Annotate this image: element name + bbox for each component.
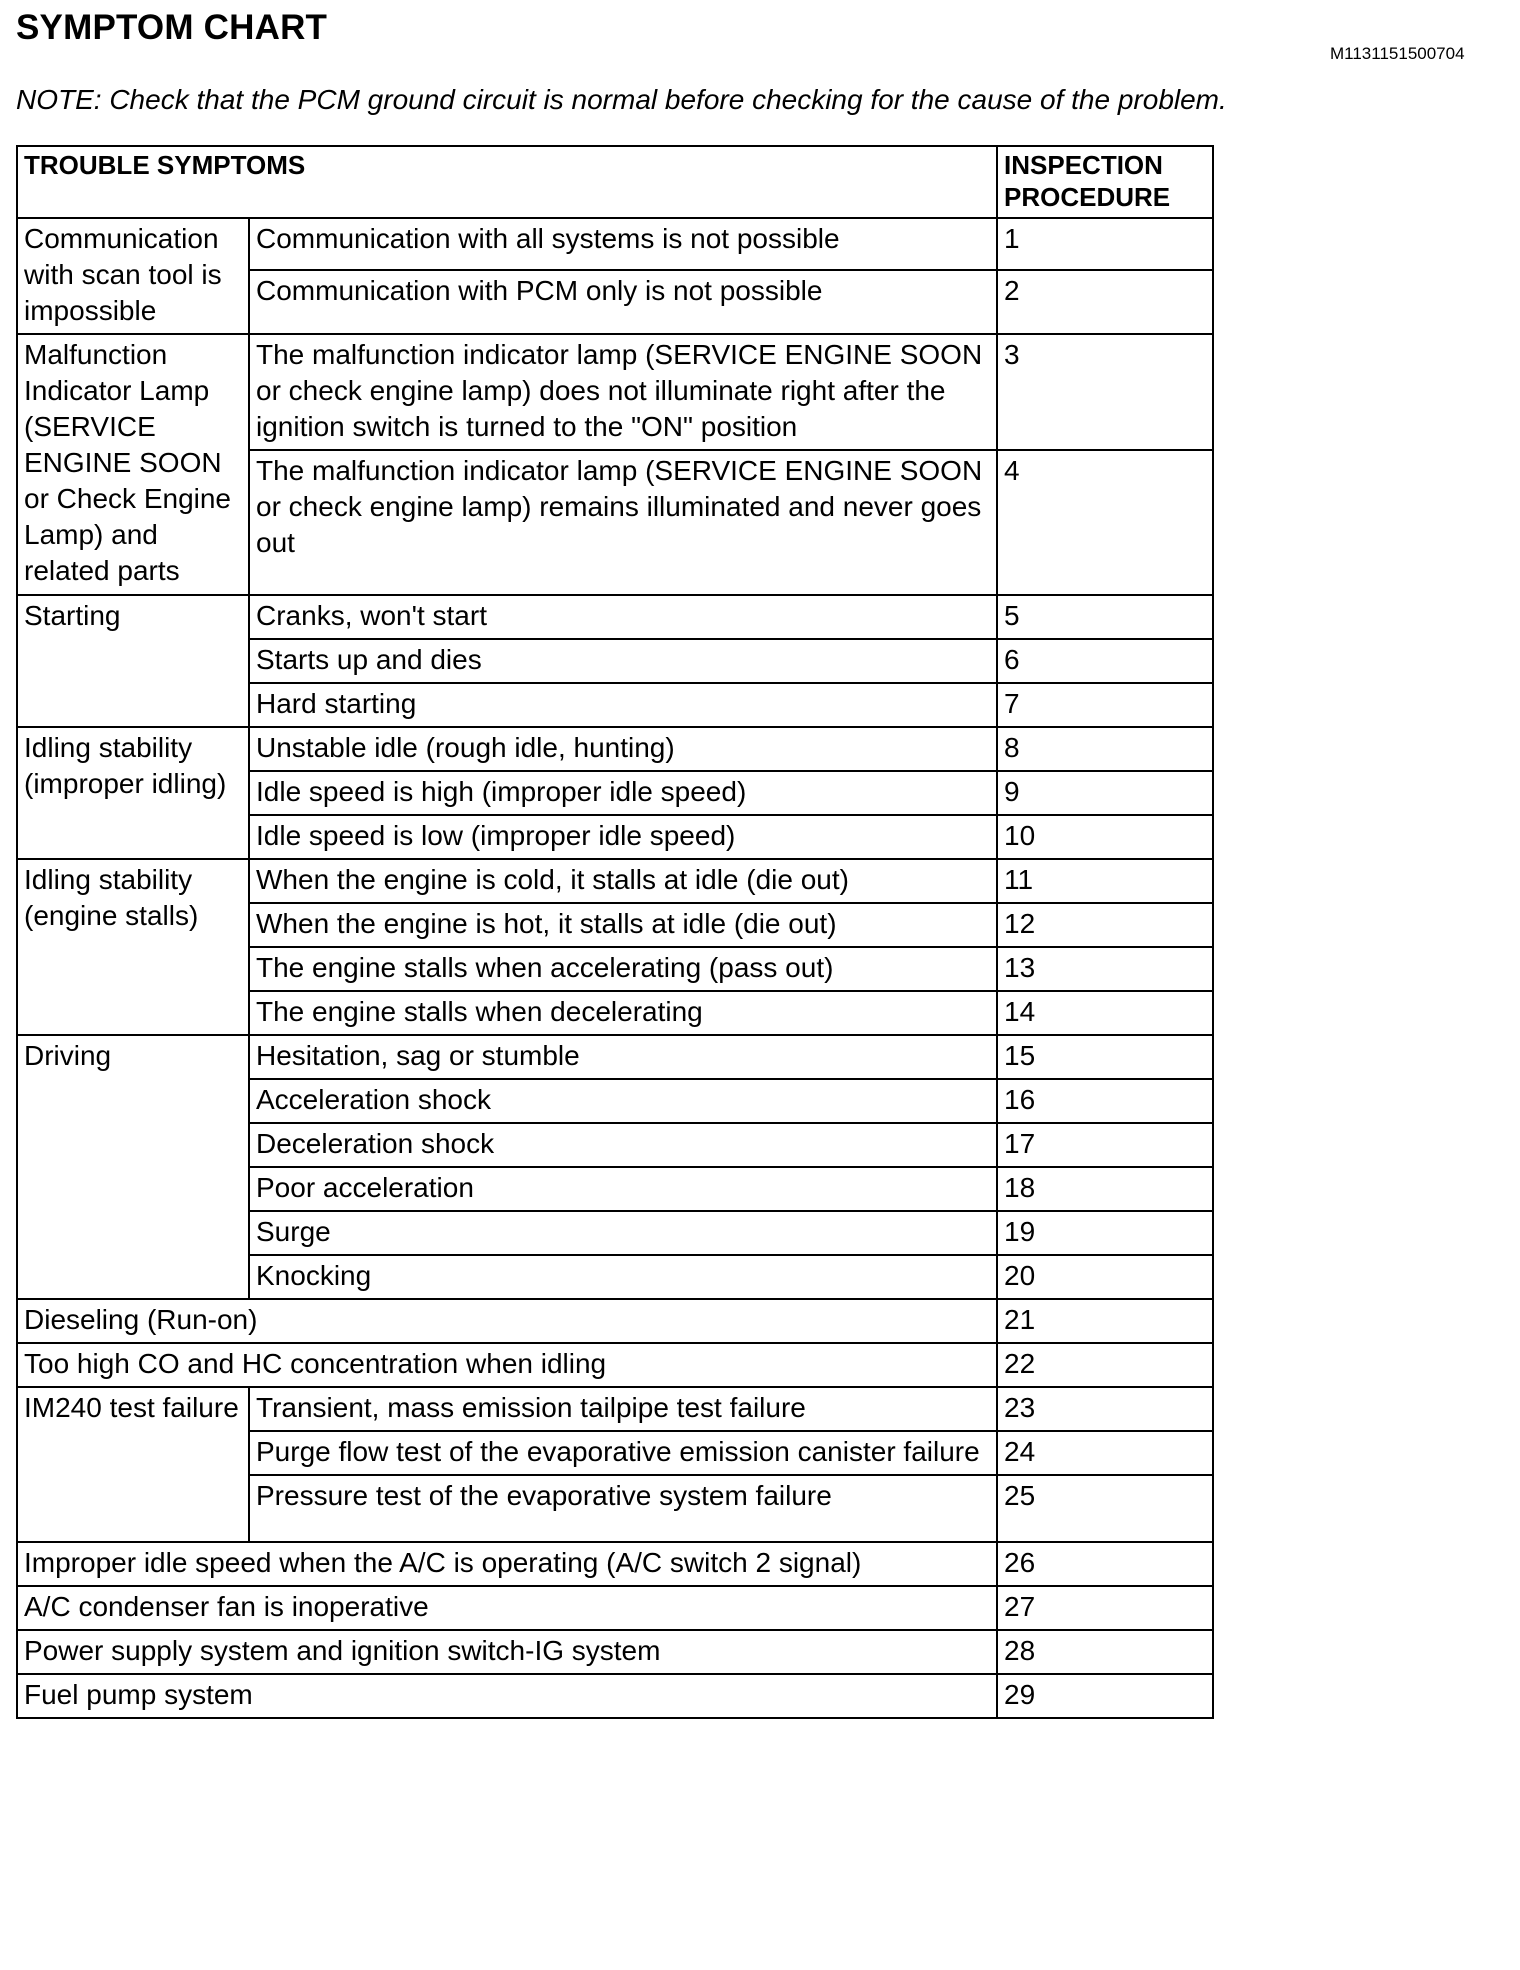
procedure-cell: 4 xyxy=(997,450,1213,595)
symptom-cell: Poor acceleration xyxy=(249,1167,997,1211)
symptom-cell: Hesitation, sag or stumble xyxy=(249,1035,997,1079)
procedure-cell: 7 xyxy=(997,683,1213,727)
category-cell: Idling stability (improper idling) xyxy=(17,727,249,859)
table-row xyxy=(17,1542,1213,1586)
procedure-cell: 20 xyxy=(997,1255,1213,1299)
procedure-cell: 24 xyxy=(997,1431,1213,1475)
table-header-row xyxy=(17,146,1213,218)
header-inspection-procedure: INSPECTION PROCEDURE xyxy=(997,146,1213,218)
page-title: SYMPTOM CHART xyxy=(16,8,328,47)
symptom-full-cell: A/C condenser fan is inoperative xyxy=(17,1586,997,1630)
symptom-full-cell: Fuel pump system xyxy=(17,1674,997,1718)
procedure-cell: 21 xyxy=(997,1299,1213,1343)
table-row xyxy=(17,1586,1213,1630)
symptom-cell: Cranks, won't start xyxy=(249,595,997,639)
symptom-cell: Acceleration shock xyxy=(249,1079,997,1123)
symptom-cell: Hard starting xyxy=(249,683,997,727)
procedure-cell: 2 xyxy=(997,270,1213,334)
procedure-cell: 28 xyxy=(997,1630,1213,1674)
category-cell: Malfunction Indicator Lamp (SERVICE ENGINE SOON or Check Engine Lamp) and related parts xyxy=(17,334,249,595)
procedure-cell: 3 xyxy=(997,334,1213,450)
symptom-cell: Communication with all systems is not possible xyxy=(249,218,997,270)
table-row xyxy=(17,727,1213,771)
procedure-cell: 25 xyxy=(997,1475,1213,1542)
procedure-cell: 8 xyxy=(997,727,1213,771)
procedure-cell: 19 xyxy=(997,1211,1213,1255)
procedure-cell: 6 xyxy=(997,639,1213,683)
procedure-cell: 9 xyxy=(997,771,1213,815)
table-row xyxy=(17,595,1213,639)
procedure-cell: 26 xyxy=(997,1542,1213,1586)
symptom-full-cell: Dieseling (Run-on) xyxy=(17,1299,997,1343)
symptom-cell: When the engine is hot, it stalls at idle (die out) xyxy=(249,903,997,947)
procedure-cell: 29 xyxy=(997,1674,1213,1718)
symptom-cell: Knocking xyxy=(249,1255,997,1299)
category-cell: Idling stability (engine stalls) xyxy=(17,859,249,1035)
procedure-cell: 17 xyxy=(997,1123,1213,1167)
symptom-table xyxy=(16,145,1214,1719)
symptom-full-cell: Too high CO and HC concentration when idling xyxy=(17,1343,997,1387)
procedure-cell: 5 xyxy=(997,595,1213,639)
table-row xyxy=(17,1299,1213,1343)
symptom-cell: The malfunction indicator lamp (SERVICE ENGINE SOON or check engine lamp) remains illuminated and never goes out xyxy=(249,450,997,595)
procedure-cell: 22 xyxy=(997,1343,1213,1387)
symptom-cell: Surge xyxy=(249,1211,997,1255)
category-cell: Driving xyxy=(17,1035,249,1299)
symptom-cell: Starts up and dies xyxy=(249,639,997,683)
table-row xyxy=(17,1387,1213,1431)
symptom-cell: Communication with PCM only is not possible xyxy=(249,270,997,334)
table-row xyxy=(17,1630,1213,1674)
procedure-cell: 11 xyxy=(997,859,1213,903)
procedure-cell: 13 xyxy=(997,947,1213,991)
procedure-cell: 14 xyxy=(997,991,1213,1035)
procedure-cell: 27 xyxy=(997,1586,1213,1630)
category-cell: IM240 test failure xyxy=(17,1387,249,1542)
procedure-cell: 10 xyxy=(997,815,1213,859)
symptom-cell: Idle speed is low (improper idle speed) xyxy=(249,815,997,859)
symptom-cell: Transient, mass emission tailpipe test failure xyxy=(249,1387,997,1431)
symptom-cell: Unstable idle (rough idle, hunting) xyxy=(249,727,997,771)
symptom-cell: The malfunction indicator lamp (SERVICE ENGINE SOON or check engine lamp) does not illuminate right after the ignition switch is turned to the "ON" position xyxy=(249,334,997,450)
symptom-cell: Purge flow test of the evaporative emission canister failure xyxy=(249,1431,997,1475)
symptom-table-body xyxy=(17,146,1213,1718)
note-text: NOTE: Check that the PCM ground circuit is normal before checking for the cause of the problem. xyxy=(16,84,1227,115)
procedure-cell: 18 xyxy=(997,1167,1213,1211)
symptom-cell: When the engine is cold, it stalls at idle (die out) xyxy=(249,859,997,903)
table-row xyxy=(17,334,1213,450)
procedure-cell: 1 xyxy=(997,218,1213,270)
table-row xyxy=(17,1674,1213,1718)
symptom-cell: Pressure test of the evaporative system failure xyxy=(249,1475,997,1542)
table-row xyxy=(17,218,1213,270)
table-row xyxy=(17,1343,1213,1387)
procedure-cell: 15 xyxy=(997,1035,1213,1079)
table-row xyxy=(17,859,1213,903)
document-id: M1131151500704 xyxy=(1330,44,1465,63)
symptom-full-cell: Power supply system and ignition switch-IG system xyxy=(17,1630,997,1674)
symptom-cell: Deceleration shock xyxy=(249,1123,997,1167)
procedure-cell: 23 xyxy=(997,1387,1213,1431)
procedure-cell: 12 xyxy=(997,903,1213,947)
category-cell: Communication with scan tool is impossible xyxy=(17,218,249,334)
symptom-cell: The engine stalls when accelerating (pass out) xyxy=(249,947,997,991)
symptom-cell: Idle speed is high (improper idle speed) xyxy=(249,771,997,815)
procedure-cell: 16 xyxy=(997,1079,1213,1123)
table-row xyxy=(17,1035,1213,1079)
header-trouble-symptoms: TROUBLE SYMPTOMS xyxy=(17,146,997,218)
category-cell: Starting xyxy=(17,595,249,727)
symptom-cell: The engine stalls when decelerating xyxy=(249,991,997,1035)
symptom-full-cell: Improper idle speed when the A/C is operating (A/C switch 2 signal) xyxy=(17,1542,997,1586)
